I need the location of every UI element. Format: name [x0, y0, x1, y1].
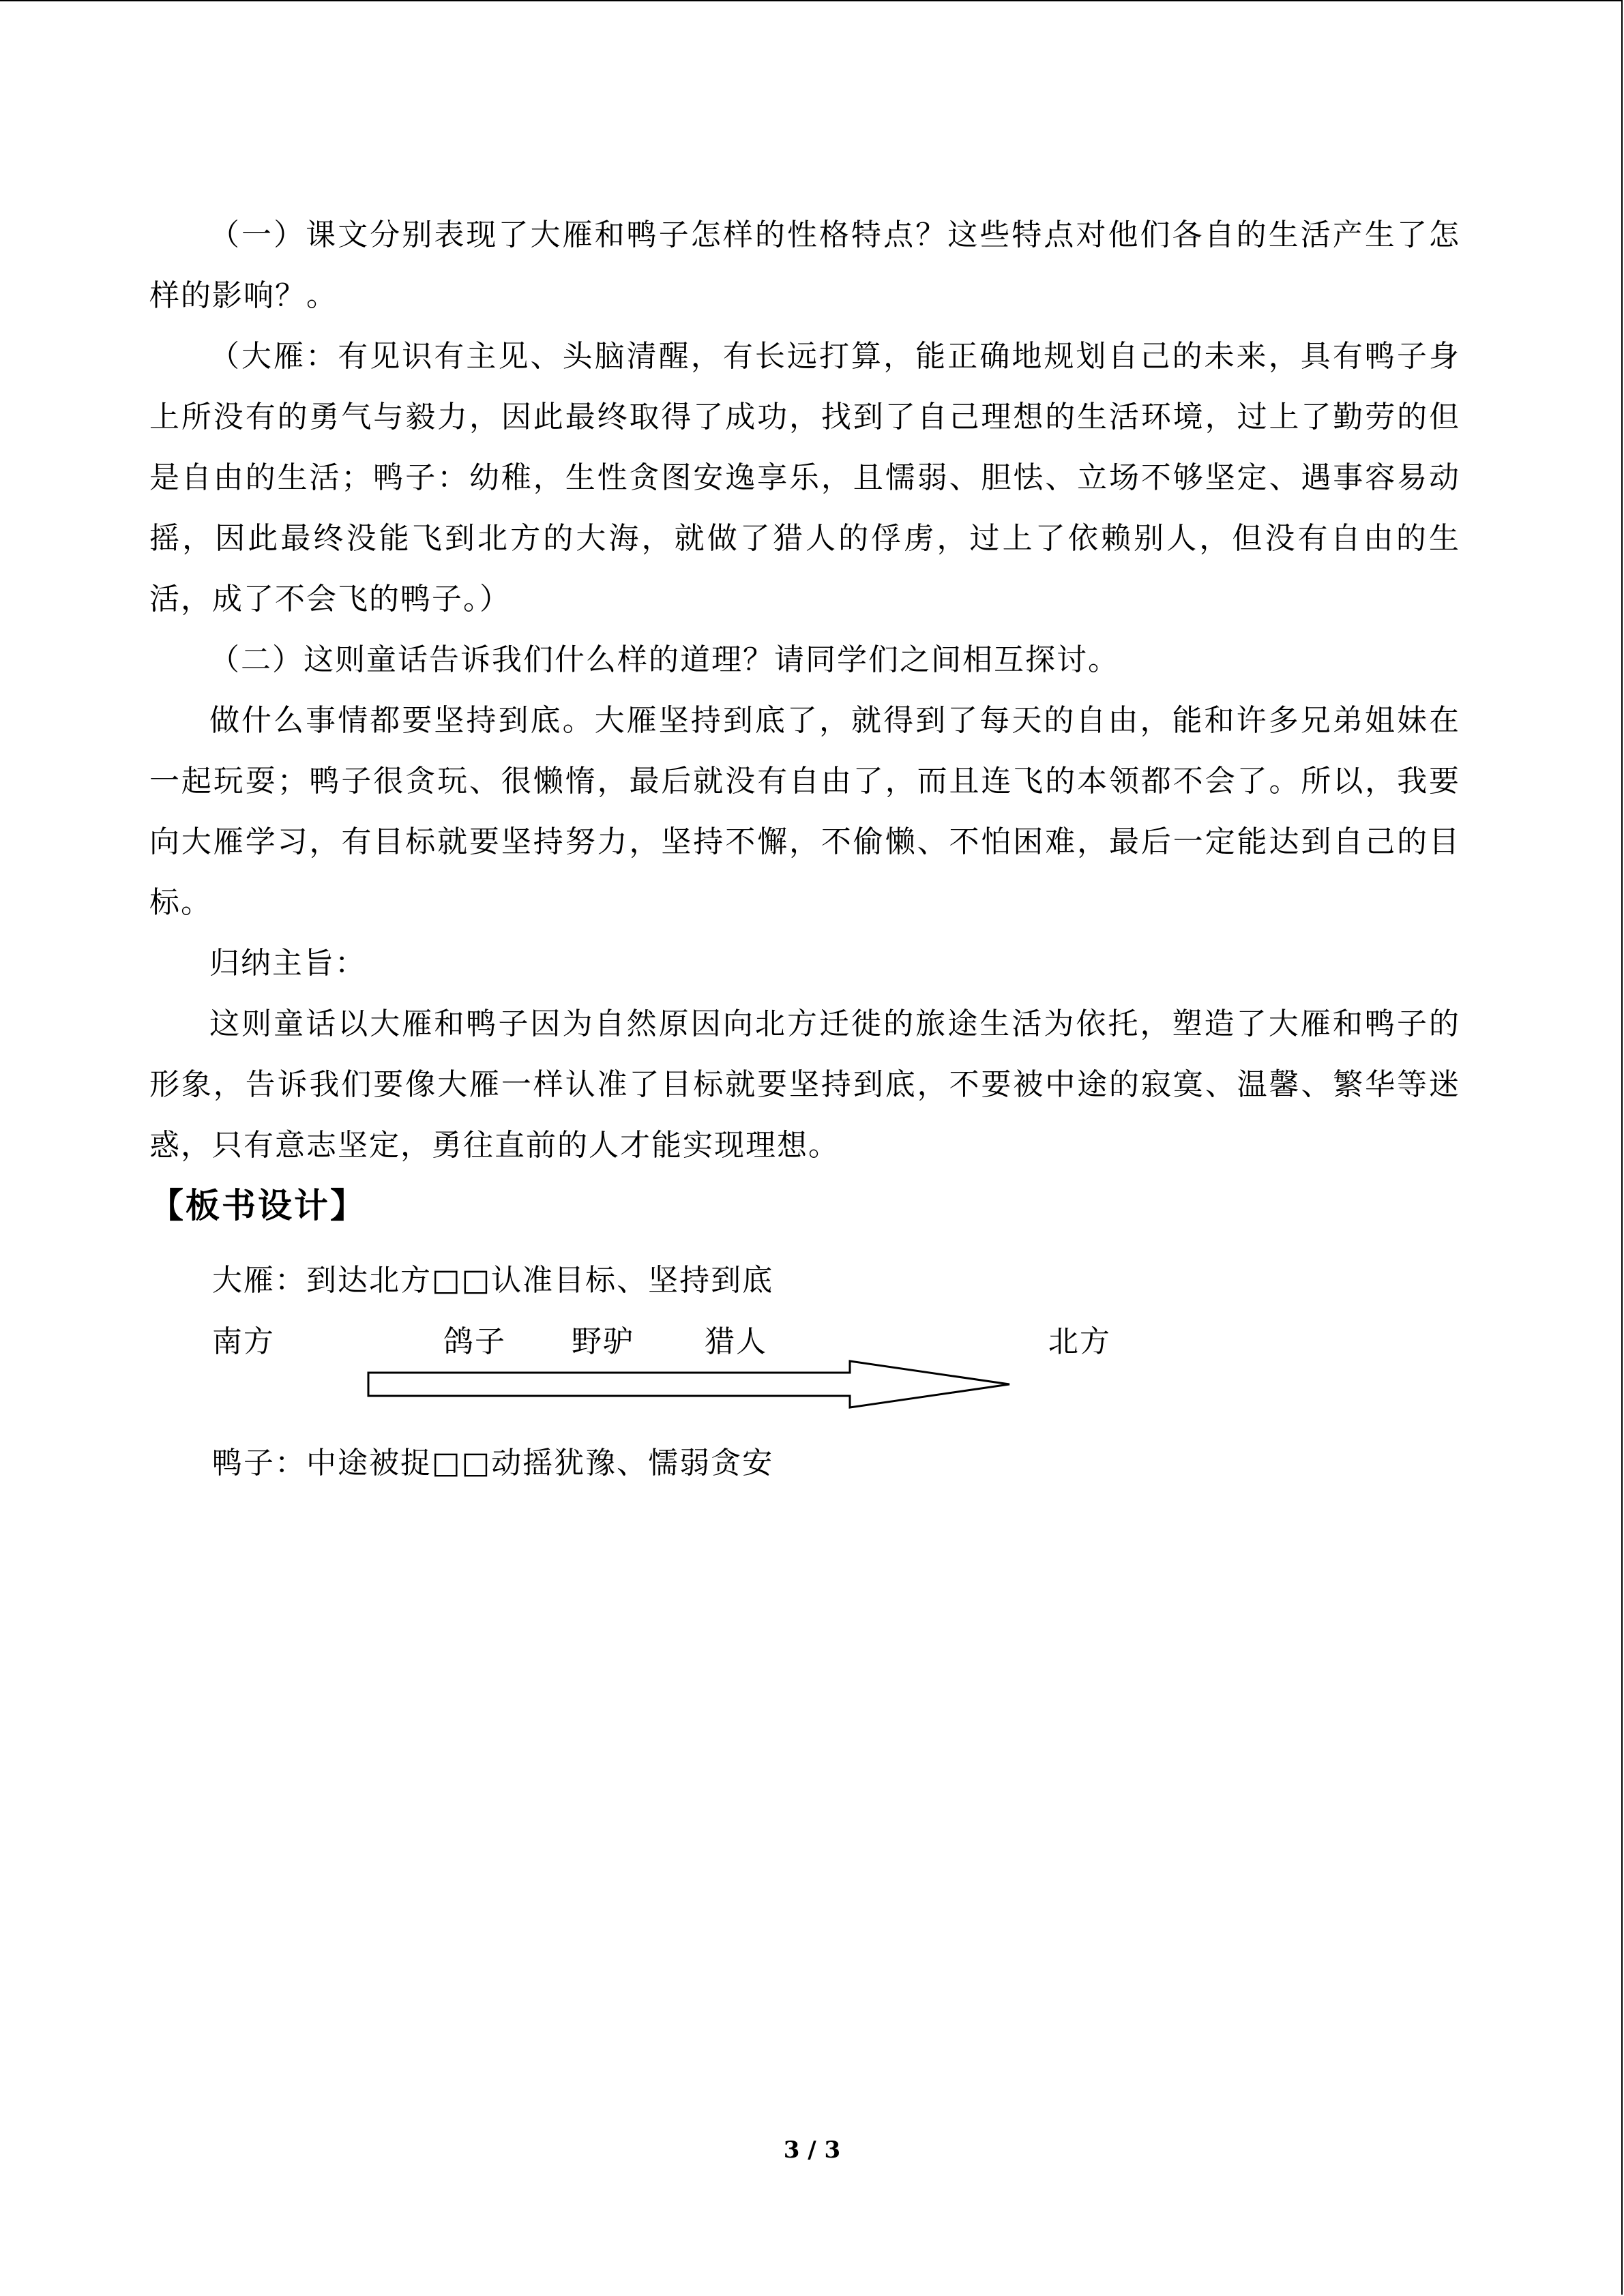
duck-line: 鸭子：中途被捉□□动摇犹豫、懦弱贪安: [212, 1446, 774, 1480]
document-body: [149, 205, 1460, 1233]
theme-summary: 这则童话以大雁和鸭子因为自然原因向北方迁徙的旅途生活为依托，塑造了大雁和鸭子的形象，告诉我们要像大雁一样认准了目标就要坚持到底，不要被中途的寂寞、温馨、繁华等迷惑，只有意志坚定，勇往直前的人才能实现理想。: [149, 1007, 1460, 1163]
answer-one: （大雁：有见识有主见、头脑清醒，有长远打算，能正确地规划自己的未来，具有鸭子身上所没有的勇气与毅力，因此最终取得了成功，找到了自己理想的生活环境，过上了勤劳的但是自由的生活；鸭子：幼稚，生性贪图安逸享乐，且懦弱、胆怯、立场不够坚定、遇事容易动摇，因此最终没能飞到北方的大海，就做了猎人的俘虏，过上了依赖别人，但没有自由的生活，成了不会飞的鸭子。）: [149, 339, 1460, 616]
page-number: 3 / 3: [783, 2136, 841, 2164]
question-one: （一）课文分别表现了大雁和鸭子怎样的性格特点？这些特点对他们各自的生活产生了怎样的影响？。: [149, 218, 1460, 313]
goose-line: 大雁：到达北方□□认准目标、坚持到底: [212, 1263, 774, 1298]
question-two: （二）这则童话告诉我们什么样的道理？请同学们之间相互探讨。: [209, 642, 1119, 677]
answer-two: 做什么事情都要坚持到底。大雁坚持到底了，就得到了每天的自由，能和许多兄弟姐妹在一起玩耍；鸭子很贪玩、很懒惰，最后就没有自由了，而且连飞的本领都不会了。所以，我要向大雁学习，有目标就要坚持努力，坚持不懈，不偷懒、不怕困难，最后一定能达到自己的目标。: [149, 703, 1460, 920]
south-label: 南方: [212, 1324, 275, 1359]
north-label: 北方: [1048, 1324, 1111, 1359]
donkey-label: 野驴: [572, 1324, 634, 1359]
board-design-heading: 【板书设计】: [149, 1186, 366, 1225]
pigeon-label: 鸽子: [443, 1324, 506, 1359]
theme-label: 归纳主旨：: [209, 946, 366, 981]
hunter-label: 猎人: [705, 1324, 767, 1359]
